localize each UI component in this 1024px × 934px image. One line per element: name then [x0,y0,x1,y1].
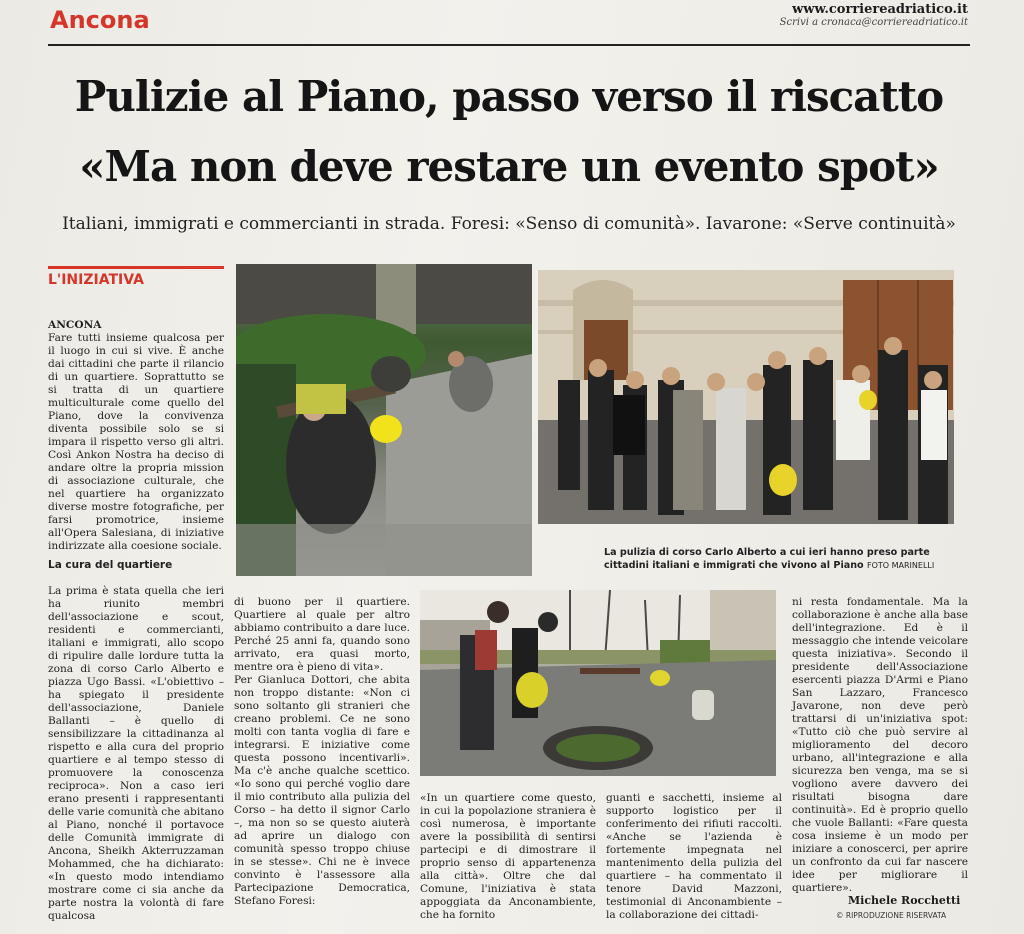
byline: Michele Rocchetti [848,894,961,907]
article-column-3: «In un quartiere come questo, in cui la popolazione straniera è così numerosa, è importante avere la possibilità di sentirsi partecipi e di dimostrare il proprio senso di appartenenza alla città». Oltre che dal Comune, l'iniziativa è stata appoggiata da Anconambiente, che ha fornito [420,792,596,921]
headline-line-1: Pulizie al Piano, passo verso il riscatto [74,72,944,121]
photo-piazza-cleanup [420,590,776,776]
photo-credit: FOTO MARINELLI [866,561,935,570]
photo-group-church [538,270,954,524]
body-paragraph: La prima è stata quella che ieri ha riunito membri dell'associazione e scout, residenti e commercianti, italiani e immigrati, allo scopo di ripulire dalle lordure tutta la zona di corso Carlo Alberto e piazza Ugo Bassi. «L'obiettivo – ha spiegato il presidente dell'associazione, Daniele Ballanti – è quello di sensibilizzare la cittadinanza al rispetto e alla cura del proprio quartiere e al tempo stesso di promuovere la conoscenza reciproca». Non a caso ieri erano presenti i rappresentanti delle varie comunità che abitano al Piano, nonché il portavoce delle Comunità immigrate di Ancona, Sheikh Akterruzzaman Mohammed, che ha dichiarato: «In questo modo intendiamo mostrare come ci sia anche da parte nostra la volontà di fare qualcosa [48,585,224,922]
site-url: www.corriereadriatico.it [792,2,968,17]
subheadline: Italiani, immigrati e commercianti in strada. Foresi: «Senso di comunità». Iavarone: «Serve continuità» [62,214,956,234]
caption-text: La pulizia di corso Carlo Alberto a cui ieri hanno preso parte cittadini italiani e immigrati che vivono al Piano [604,547,930,571]
section-title: Ancona [50,6,150,34]
kicker: L'INIZIATIVA [48,266,224,288]
photo-caption [604,546,964,572]
photo-volunteers-cleaning [236,264,532,576]
masthead-info [780,2,968,28]
headline-line-2: «Ma non deve restare un evento spot» [79,142,939,191]
masthead-rule [48,44,970,46]
article-column-4: guanti e sacchetti, insieme al supporto logistico per il conferimento dei rifiuti raccolti. «Anche se l'azienda è fortemente impegnata nel mantenimento della pulizia del quartiere – ha commentato il tenore David Mazzoni, testimonial di Anconambiente – la collaborazione dei cittadi- [606,792,782,921]
dateline: ANCONA [48,319,102,331]
article-column-1 [48,306,224,934]
contact-email: Scrivi a cronaca@corriereadriatico.it [779,17,968,28]
intro-paragraph: Fare tutti insieme qualcosa per il luogo in cui si vive. È anche dai cittadini che parte il rilancio di un quartiere. Soprattutto se si tratta di un quartiere multiculturale come quello del Piano, dove la convivenza diventa possibile solo se si impara il rispetto verso gli altri. Così Ankon Nostra ha deciso di andare oltre la propria mission di associazione culturale, che nel quartiere ha organizzato diverse mostre fotografiche, per farsi promotrice, insieme all'Opera Salesiana, di iniziative indirizzate alla coesione sociale. [48,332,224,552]
article-column-5: ni resta fondamentale. Ma la collaborazione è anche alla base dell'integrazione. Ed è il messaggio che intende veicolare questa iniziativa». Secondo il presidente dell'Associazione esercenti piazza D'Armi e Piano San Lazzaro, Francesco Javarone, non deve però trattarsi di un'iniziativa spot: «Tutto ciò che può servire al miglioramento del decoro urbano, all'integrazione e alla sicurezza ben venga, ma se si vogliono avere davvero dei risultati bisogna dare continuità». Ed è proprio quello che vuole Ballanti: «Fare questa cosa insieme è un modo per iniziare a conoscerci, per aprire un confronto da cui far nascere idee per migliorare il quartiere». [792,596,968,894]
article-column-2: di buono per il quartiere. Quartiere al quale per altro abbiamo contribuito a dare luce. Perché 25 anni fa, quando sono arrivato, era quasi morto, mentre ora è pieno di vita». Per Gianluca Dottori, che abita non troppo distante: «Non ci sono soltanto gli stranieri che creano problemi. Ce ne sono molti con tanta voglia di fare e integrarsi. E iniziative come questa possono incentivarli». Ma c'è anche qualche scettico. «Io sono qui perché voglio dare il mio contributo alla pulizia del Corso – ha detto il signor Carlo –, ma non so se questo aiuterà ad aprire un dialogo con comunità spesso troppo chiuse in se stesse». Chi ne è invece convinto è l'assessore alla Partecipazione Democratica, Stefano Foresi: [234,596,410,907]
subsection-title: La cura del quartiere [48,559,173,571]
copyright-notice: © RIPRODUZIONE RISERVATA [836,911,947,920]
